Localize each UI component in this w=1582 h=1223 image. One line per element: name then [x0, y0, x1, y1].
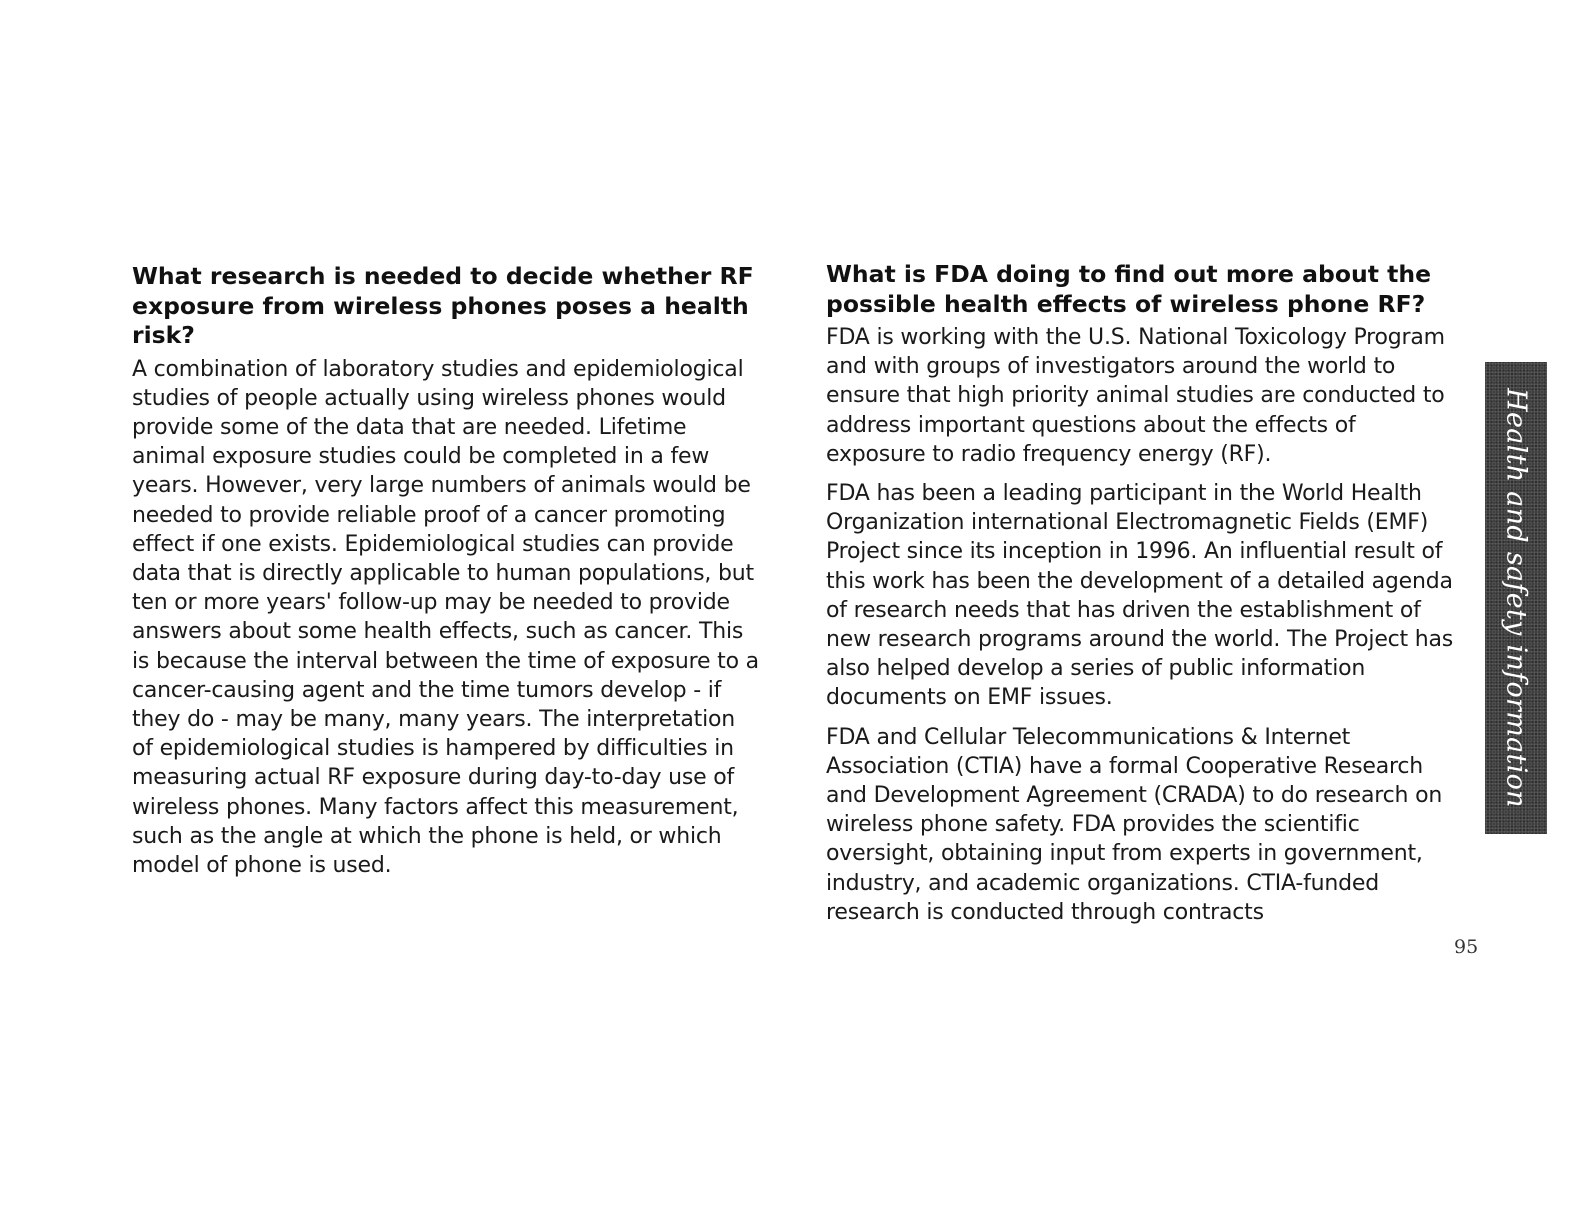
section-heading-research-needed: What research is needed to decide whether RF exposure from wireless phones poses a health risk? [132, 262, 754, 349]
paragraph-fda-ntp: FDA is working with the U.S. National Toxicology Program and with groups of investigators around the world to ensure that high priority animal studies are conducted to address important questions about the effects of exposure to radio frequency energy (RF). [826, 325, 1445, 467]
section-heading-fda-actions: What is FDA doing to find out more about the possible health effects of wireless phone RF? [826, 260, 1432, 318]
left-column [132, 262, 760, 880]
section-side-tab [1485, 362, 1547, 834]
side-tab-label: Health and safety information [1500, 388, 1532, 808]
page-number: 95 [1454, 936, 1479, 958]
right-column [826, 260, 1454, 927]
paragraph-fda-who-emf: FDA has been a leading participant in the World Health Organization international Electromagnetic Fields (EMF) Project since its inception in 1996. An influential result of this work has been the development of a detailed agenda of research needs that has driven the establishment of new research programs around the world. The Project has also helped develop a series of public information documents on EMF issues. [826, 481, 1454, 711]
paragraph-fda-ctia: FDA and Cellular Telecommunications & Internet Association (CTIA) have a formal Cooperative Research and Development Agreement (CRADA) to do research on wireless phone safety. FDA provides the scientific oversight, obtaining input from experts in government, industry, and academic organizations. CTIA-funded research is conducted through contracts [826, 724, 1443, 925]
paragraph-research-needed: A combination of laboratory studies and epidemiological studies of people actually using wireless phones would provide some of the data that are needed. Lifetime animal exposure studies could be completed in a few years. However, very large numbers of animals would be needed to provide reliable proof of a cancer promoting effect if one exists. Epidemiological studies can provide data that is directly applicable to human populations, but ten or more years' follow-up may be needed to provide answers about some health effects, such as cancer. This is because the interval between the time of exposure to a cancer-causing agent and the time tumors develop - if they do - may be many, many years. The interpretation of epidemiological studies is hampered by difficulties in measuring actual RF exposure during day-to-day use of wireless phones. Many factors affect this measurement, such as the angle at which the phone is held, or which model of phone is used. [132, 356, 759, 878]
